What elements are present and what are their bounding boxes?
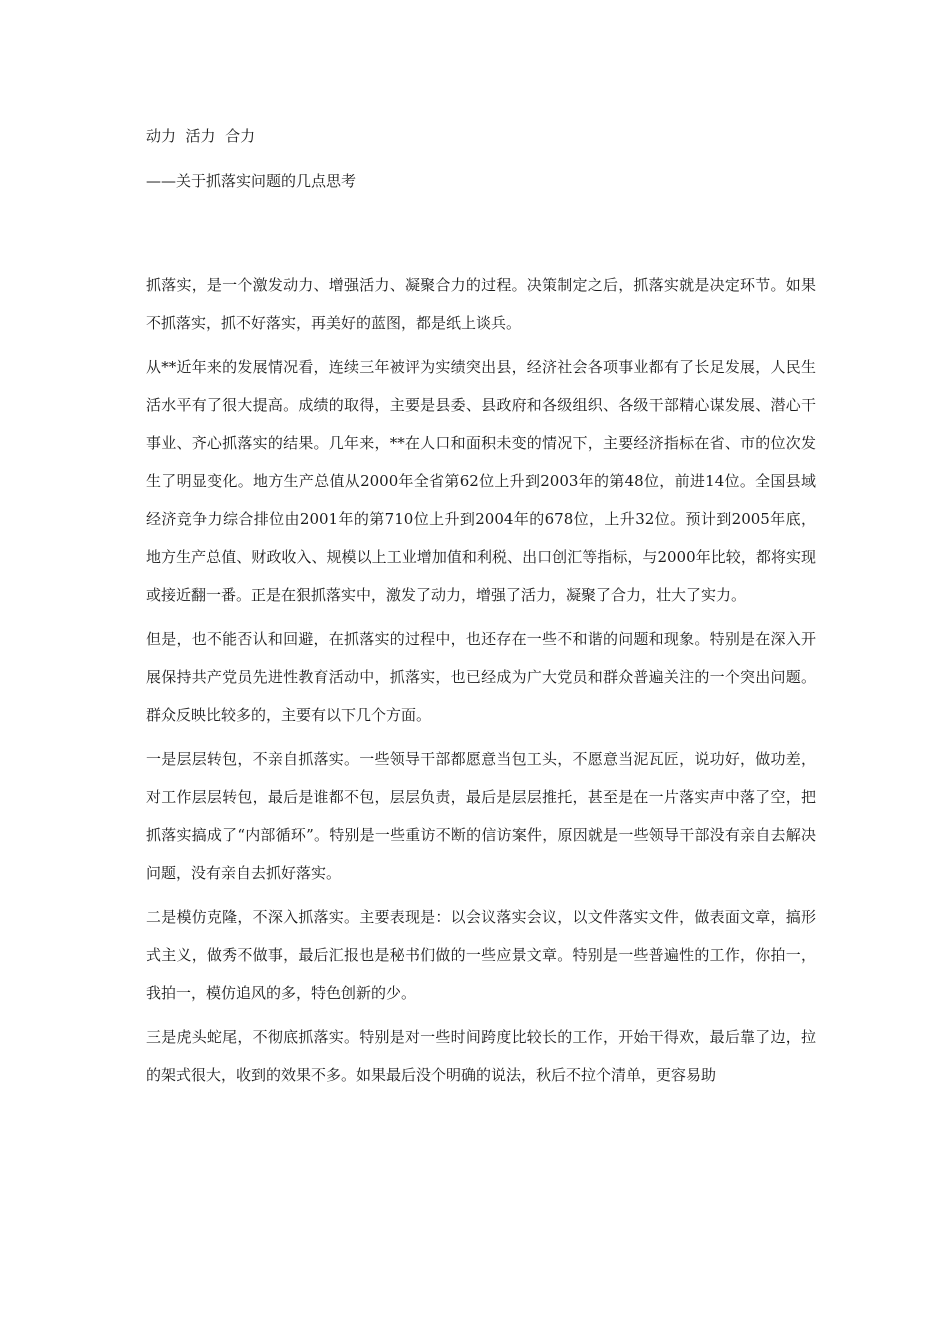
paragraph-point-one: 一是层层转包，不亲自抓落实。一些领导干部都愿意当包工头，不愿意当泥瓦匠，说功好，做功差，对工作层层转包，最后是谁都不包，层层负责，最后是层层推托，甚至是在一片落实声中落了空，把抓落实搞成了“内部循环”。特别是一些重访不断的信访案件，原因就是一些领导干部没有亲自去解决问题，没有亲自去抓好落实。 [146, 750, 816, 882]
document-body [146, 266, 816, 1094]
paragraph-intro: 抓落实，是一个激发动力、增强活力、凝聚合力的过程。决策制定之后，抓落实就是决定环节。如果不抓落实，抓不好落实，再美好的蓝图，都是纸上谈兵。 [146, 276, 816, 332]
document-subtitle: ——关于抓落实问题的几点思考 [146, 172, 357, 190]
document-title: 动力 活力 合力 [146, 127, 256, 145]
paragraph-point-three: 三是虎头蛇尾，不彻底抓落实。特别是对一些时间跨度比较长的工作，开始干得欢，最后靠了边，拉的架式很大，收到的效果不多。如果最后没个明确的说法，秋后不拉个清单，更容易助 [146, 1028, 816, 1084]
paragraph-point-two: 二是模仿克隆，不深入抓落实。主要表现是：以会议落实会议，以文件落实文件，做表面文章，搞形式主义，做秀不做事，最后汇报也是秘书们做的一些应景文章。特别是一些普遍性的工作，你拍一，我拍一，模仿追风的多，特色创新的少。 [146, 908, 816, 1002]
paragraph-problems: 但是，也不能否认和回避，在抓落实的过程中，也还存在一些不和谐的问题和现象。特别是在深入开展保持共产党员先进性教育活动中，抓落实，也已经成为广大党员和群众普遍关注的一个突出问题。群众反映比较多的，主要有以下几个方面。 [146, 630, 816, 724]
paragraph-achievements: 从**近年来的发展情况看，连续三年被评为实绩突出县，经济社会各项事业都有了长足发展，人民生活水平有了很大提高。成绩的取得，主要是县委、县政府和各级组织、各级干部精心谋发展、潜心干事业、齐心抓落实的结果。几年来，**在人口和面积未变的情况下，主要经济指标在省、市的位次发生了明显变化。地方生产总值从2000年全省第62位上升到2003年的第48位，前进14位。全国县域经济竞争力综合排位由2001年的第710位上升到2004年的678位，上升32位。预计到2005年底，地方生产总值、财政收入、规模以上工业增加值和利税、出口创汇等指标，与2000年比较，都将实现或接近翻一番。正是在狠抓落实中，激发了动力，增强了活力，凝聚了合力，壮大了实力。 [146, 358, 816, 604]
